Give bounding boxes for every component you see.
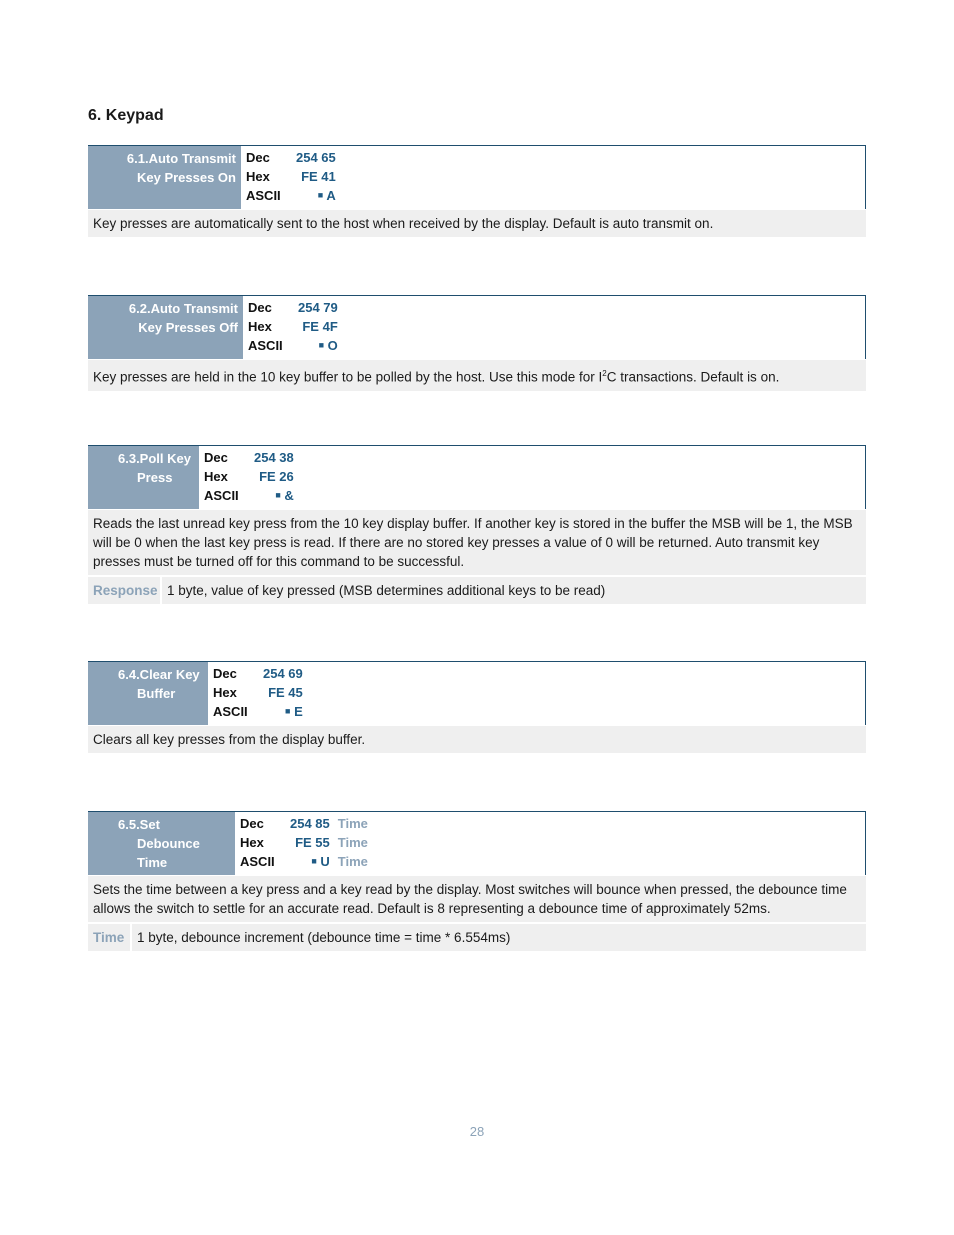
command-poll-key-press <box>88 445 866 604</box>
response-text: 1 byte, value of key pressed (MSB determines additional keys to be read) <box>162 577 866 604</box>
ascii-value: ■ & <box>275 488 294 503</box>
command-codes <box>208 662 303 725</box>
command-description: Key presses are held in the 10 key buffer to be polled by the host. Use this mode for $I^2C$ transactions. Default is on. <box>88 360 866 391</box>
command-label <box>88 812 235 875</box>
command-header <box>88 661 866 725</box>
command-label-line: 6.1.Auto Transmit <box>126 151 236 166</box>
dec-label: Dec <box>248 300 272 315</box>
command-header <box>88 811 866 875</box>
response-name: Response <box>88 577 160 604</box>
command-header <box>88 295 866 359</box>
param-label: Time <box>337 835 368 850</box>
command-label <box>88 446 199 509</box>
command-codes <box>243 296 338 359</box>
hex-label: Hex <box>213 685 237 700</box>
section-title: 6. Keypad <box>88 107 164 124</box>
command-codes <box>241 146 336 209</box>
param-label: Time <box>337 816 368 831</box>
command-label-line: 6.2.Auto Transmit <box>128 301 238 316</box>
command-label-line: Key Presses On <box>136 170 236 185</box>
square-icon: ■ <box>317 190 324 200</box>
command-label <box>88 146 241 209</box>
dec-label: Dec <box>213 666 237 681</box>
hex-value: FE 26 <box>259 469 294 484</box>
hex-label: Hex <box>240 835 264 850</box>
command-label-line: 6.3.Poll Key <box>118 451 191 466</box>
command-header <box>88 145 866 209</box>
response-text: 1 byte, debounce increment (debounce time = time * 6.554ms) <box>132 924 866 951</box>
hex-value: FE 45 <box>268 685 303 700</box>
dec-value: 254 38 <box>254 450 294 465</box>
command-codes <box>235 812 368 875</box>
ascii-label: ASCII <box>248 338 283 353</box>
ascii-value: ■ O <box>318 338 338 353</box>
command-label-line: 6.5.Set <box>118 817 160 832</box>
dec-label: Dec <box>204 450 228 465</box>
command-label-line: Buffer <box>137 686 176 701</box>
hex-value: FE 41 <box>301 169 336 184</box>
dec-value: 254 69 <box>263 666 303 681</box>
hex-label: Hex <box>204 469 228 484</box>
page-number: 28 <box>469 1124 485 1139</box>
command-label <box>88 662 208 725</box>
command-response <box>88 577 866 604</box>
command-clear-key-buffer <box>88 661 866 753</box>
command-auto-transmit-off <box>88 295 866 391</box>
command-codes <box>199 446 294 509</box>
square-icon: ■ <box>275 490 281 500</box>
ascii-label: ASCII <box>213 704 248 719</box>
ascii-label: ASCII <box>246 188 281 203</box>
command-description: Sets the time between a key press and a key read by the display. Most switches will bounce when pressed, the debounce time allows the switch to settle for an accurate read. Default is 8 representing a debounce time of approximately 52ms. <box>88 876 866 922</box>
command-description: Reads the last unread key press from the 10 key display buffer. If another key is stored in the buffer the MSB will be 1, the MSB will be 0 when the last key press is read. If there are no stored key presses a value of 0 will be returned. Auto transmit key presses must be turned off for this command to be successful. <box>88 510 866 575</box>
dec-value: 254 65 <box>296 150 336 165</box>
square-icon: ■ <box>285 706 291 716</box>
dec-value: 254 85 <box>290 816 330 831</box>
dec-label: Dec <box>246 150 270 165</box>
command-label-line: Key Presses Off <box>138 320 238 335</box>
command-label-line: Press <box>137 470 173 485</box>
square-icon: ■ <box>318 340 325 350</box>
command-header <box>88 445 866 509</box>
hex-value: FE 4F <box>302 319 338 334</box>
command-label <box>88 296 243 359</box>
param-label: Time <box>337 854 368 869</box>
ascii-label: ASCII <box>204 488 239 503</box>
hex-label: Hex <box>246 169 270 184</box>
square-icon: ■ <box>311 856 317 866</box>
command-description: Clears all key presses from the display buffer. <box>88 726 866 753</box>
command-description: Key presses are automatically sent to the host when received by the display. Default is auto transmit on. <box>88 210 866 237</box>
ascii-label: ASCII <box>240 854 275 869</box>
hex-value: FE 55 <box>295 835 330 850</box>
command-label-line: Time <box>137 855 168 870</box>
ascii-value: ■ A <box>317 188 336 203</box>
response-name: Time <box>88 924 130 951</box>
hex-label: Hex <box>248 319 272 334</box>
ascii-value: ■ U <box>311 854 330 869</box>
ascii-value: ■ E <box>285 704 303 719</box>
command-set-debounce-time <box>88 811 866 951</box>
dec-value: 254 79 <box>298 300 338 315</box>
command-label-line: 6.4.Clear Key <box>118 667 200 682</box>
command-label-line: Debounce <box>137 836 200 851</box>
command-response <box>88 924 866 951</box>
dec-label: Dec <box>240 816 264 831</box>
command-auto-transmit-on <box>88 145 866 237</box>
